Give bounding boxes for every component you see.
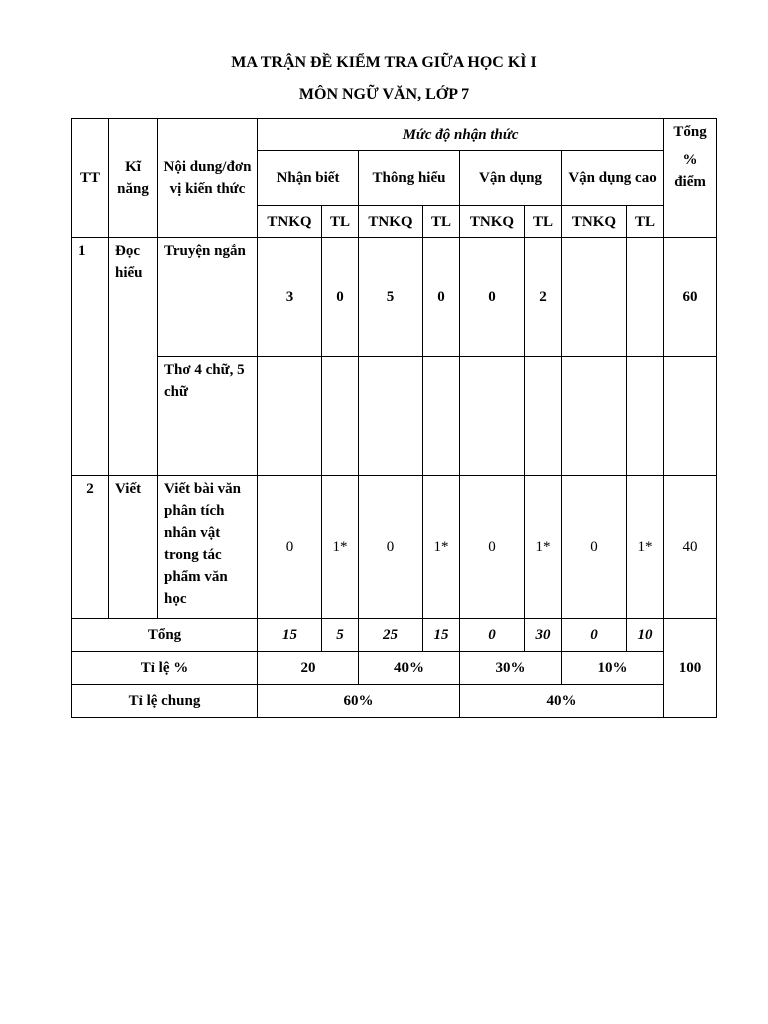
cell-value: 1* [322, 476, 359, 619]
sub-header: TL [322, 206, 359, 238]
tong-value: 15 [258, 619, 322, 652]
cell-value [525, 357, 562, 476]
cell-value [359, 357, 423, 476]
tong-value: 15 [423, 619, 460, 652]
ti-le-row [72, 652, 717, 685]
cell-value: 1* [627, 476, 664, 619]
row-content: Truyện ngắn [158, 238, 258, 357]
cell-value: 0 [359, 476, 423, 619]
sub-header: TL [525, 206, 562, 238]
cell-value [627, 357, 664, 476]
ti-le-value: 10% [562, 652, 664, 685]
cell-value: 2 [525, 238, 562, 357]
cell-value [322, 357, 359, 476]
assessment-matrix-table [71, 118, 717, 718]
tong-value: 30 [525, 619, 562, 652]
sub-header: TL [627, 206, 664, 238]
ti-le-value: 30% [460, 652, 562, 685]
row-total [664, 357, 717, 476]
tong-value: 10 [627, 619, 664, 652]
table-row [72, 357, 717, 476]
document-subtitle: MÔN NGỮ VĂN, LỚP 7 [298, 86, 470, 103]
level-van-dung-cao: Vận dụng cao [562, 151, 664, 206]
cell-value [460, 357, 525, 476]
cell-value [562, 357, 627, 476]
cell-value [258, 357, 322, 476]
sub-header: TNKQ [359, 206, 423, 238]
row-tt: 1 [72, 238, 109, 476]
row-content: Viết bài văn phân tích nhân vật trong tác phẩm văn học [158, 476, 258, 619]
level-thong-hieu: Thông hiểu [359, 151, 460, 206]
cell-value: 0 [460, 476, 525, 619]
cell-value: 0 [460, 238, 525, 357]
grand-total: 100 [664, 619, 717, 718]
ti-le-value: 40% [359, 652, 460, 685]
row-content: Thơ 4 chữ, 5 chữ [158, 357, 258, 476]
cell-value: 1* [525, 476, 562, 619]
cell-value: 0 [562, 476, 627, 619]
table-row [72, 238, 717, 357]
cell-value: 0 [258, 476, 322, 619]
table-row [72, 476, 717, 619]
level-nhan-biet: Nhận biết [258, 151, 359, 206]
ti-le-chung-value: 40% [460, 685, 664, 718]
ti-le-chung-row [72, 685, 717, 718]
header-muc-do: Mức độ nhận thức [258, 119, 664, 151]
header-row-1 [72, 119, 717, 151]
sub-header: TNKQ [562, 206, 627, 238]
cell-value: 5 [359, 238, 423, 357]
cell-value: 0 [423, 238, 460, 357]
tong-value: 5 [322, 619, 359, 652]
sub-header: TNKQ [460, 206, 525, 238]
cell-value [423, 357, 460, 476]
sub-header: TL [423, 206, 460, 238]
row-tt: 2 [72, 476, 109, 619]
cell-value [562, 238, 627, 357]
header-noi-dung: Nội dung/đơn vị kiến thức [158, 119, 258, 238]
row-total: 40 [664, 476, 717, 619]
header-ki-nang: Kĩ năng [109, 119, 158, 238]
header-tt: TT [72, 119, 109, 238]
tong-value: 0 [562, 619, 627, 652]
header-tong-cell [664, 119, 717, 238]
cell-value: 3 [258, 238, 322, 357]
row-ki-nang: Đọc hiểu [109, 238, 158, 476]
ti-le-chung-label: Tỉ lệ chung [72, 685, 258, 718]
header-phan-tram: % điểm [674, 152, 706, 190]
header-tong: Tổng [673, 124, 707, 140]
cell-value: 1* [423, 476, 460, 619]
document-title: MA TRẬN ĐỀ KIỂM TRA GIỮA HỌC KÌ I [231, 54, 537, 71]
sub-header: TNKQ [258, 206, 322, 238]
ti-le-chung-value: 60% [258, 685, 460, 718]
tong-value: 25 [359, 619, 423, 652]
ti-le-label: Tỉ lệ % [72, 652, 258, 685]
level-van-dung: Vận dụng [460, 151, 562, 206]
cell-value [627, 238, 664, 357]
tong-value: 0 [460, 619, 525, 652]
cell-value: 0 [322, 238, 359, 357]
tong-label: Tổng [72, 619, 258, 652]
row-total: 60 [664, 238, 717, 357]
ti-le-value: 20 [258, 652, 359, 685]
row-ki-nang: Viết [109, 476, 158, 619]
tong-row [72, 619, 717, 652]
